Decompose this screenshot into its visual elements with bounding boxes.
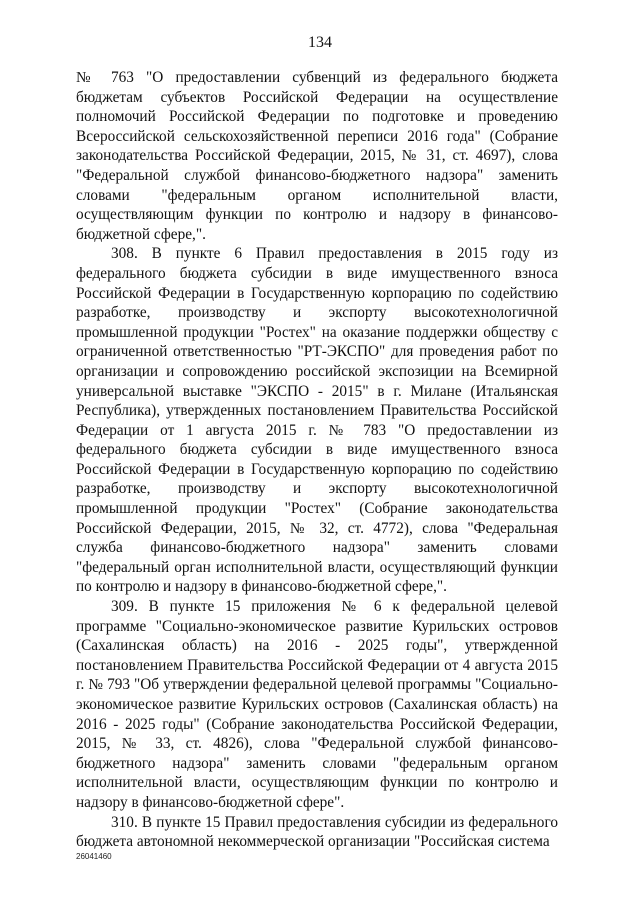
body-text xyxy=(76,68,558,852)
document-code: 26041460 xyxy=(76,852,112,861)
page-number: 134 xyxy=(308,34,332,51)
paragraph-309: 309. В пункте 15 приложения № 6 к федеральной целевой программе "Социально-экономическое развитие Курильских островов (Сахалинская область) на 2016 - 2025 годы", утвержденной постановлением Правительства Российской Федерации от 4 августа 2015 г. № 793 "Об утверждении федеральной целевой программы "Социально-экономическое развитие Курильских островов (Сахалинская область) на 2016 - 2025 годы" (Собрание законодательства Российской Федерации, 2015, № 33, ст. 4826), слова "Федеральной службой финансово-бюджетного надзора" заменить словами "федеральным органом исполнительной власти, осуществляющим функции по контролю и надзору в финансово-бюджетной сфере". xyxy=(76,598,558,811)
paragraph-308: 308. В пункте 6 Правил предоставления в 2015 году из федерального бюджета субсидии в виде имущественного взноса Российской Федерации в Государственную корпорацию по содействию разработке, производству и экспорту высокотехнологичной промышленной продукции "Ростех" на оказание поддержки обществу с ограниченной ответственностью "РТ-ЭКСПО" для проведения работ по организации и сопровождению российской экспозиции на Всемирной универсальной выставке "ЭКСПО - 2015" в г. Милане (Итальянская Республика), утвержденных постановлением Правительства Российской Федерации от 1 августа 2015 г. № 783 "О предоставлении из федерального бюджета субсидии в виде имущественного взноса Российской Федерации в Государственную корпорацию по содействию разработке, производству и экспорту высокотехнологичной промышленной продукции "Ростех" (Собрание законодательства Российской Федерации, 2015, № 32, ст. 4772), слова "Федеральная служба финансово-бюджетного надзора" заменить словами "федеральный орган исполнительной власти, осуществляющий функции по контролю и надзору в финансово-бюджетной сфере,". xyxy=(76,245,558,596)
paragraph-continuation: № 763 "О предоставлении субвенций из федерального бюджета бюджетам субъектов Российской Федерации на осуществление полномочий Российской Федерации по подготовке и проведению Всероссийской сельскохозяйственной переписи 2016 года" (Собрание законодательства Российской Федерации, 2015, № 31, ст. 4697), слова "Федеральной службой финансово-бюджетного надзора" заменить словами "федеральным органом исполнительной власти, осуществляющим функции по контролю и надзору в финансово-бюджетной сфере,". xyxy=(76,69,558,243)
paragraph-310: 310. В пункте 15 Правил предоставления субсидии из федерального бюджета автономной некоммерческой организации "Российская система xyxy=(76,813,558,851)
